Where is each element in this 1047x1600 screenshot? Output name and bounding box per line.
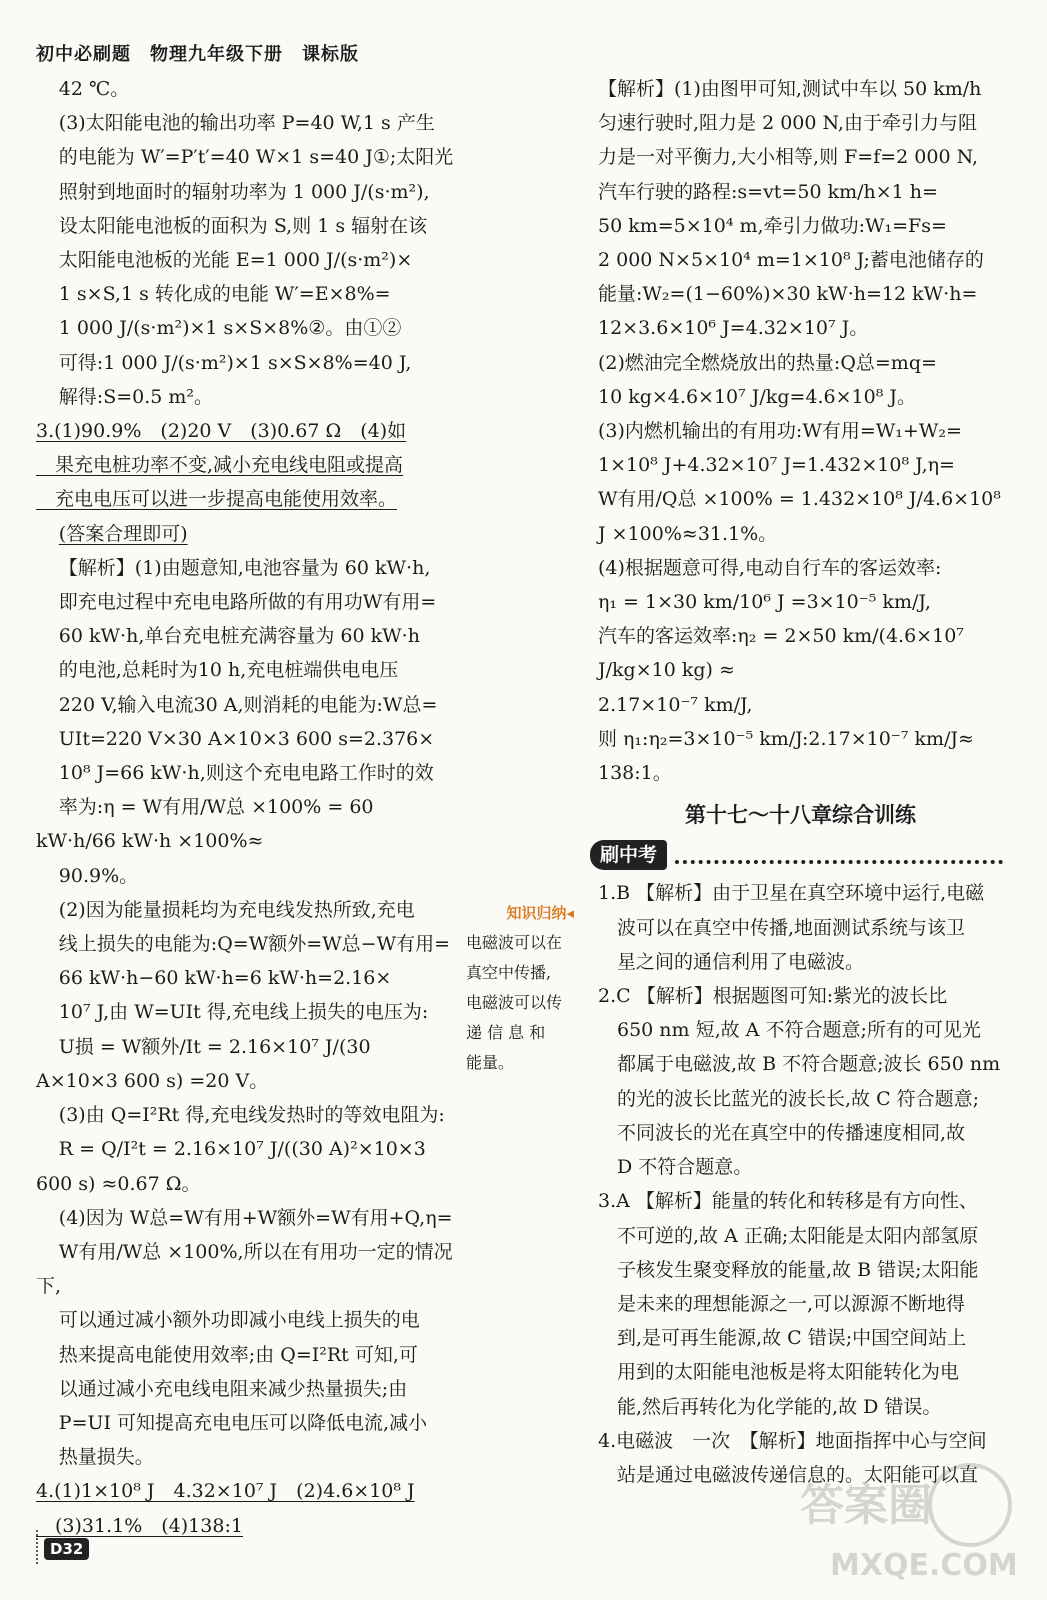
sidenote-label: 知识归纳◂ xyxy=(506,904,574,922)
dotted-rule xyxy=(675,846,1003,864)
sidenote-line: 真空中传播, xyxy=(466,963,552,982)
text-line: 【解析】(1)由图甲可知,测试中车以 50 km/h xyxy=(598,78,982,100)
text-line: 能,然后再转化为化学能的,故 D 错误。 xyxy=(598,1395,942,1418)
text-line: 12×3.6×10⁶ J=4.32×10⁷ J。 xyxy=(598,317,869,340)
text-line: 2.C 【解析】根据题图可知:紫光的波长比 xyxy=(598,985,948,1008)
text-line: 10⁷ J,由 W=UIt 得,充电线上损失的电压为: xyxy=(58,1001,429,1024)
text-line: 都属于电磁波,故 B 不符合题意;波长 650 nm xyxy=(598,1053,1001,1076)
text-line: (3)31.1% (4)138:1 xyxy=(36,1514,243,1537)
sidenote-line: 电磁波可以传 xyxy=(466,993,563,1012)
text-line: (3)由 Q=I²Rt 得,充电线发热时的等效电阻为: xyxy=(58,1104,445,1127)
text-line: 太阳能电池板的光能 E=1 000 J/(s·m²)× xyxy=(58,249,413,272)
text-line: 到,是可再生能源,故 C 错误;中国空间站上 xyxy=(598,1327,967,1350)
svg-text:答案圈: 答案圈 xyxy=(800,1480,932,1531)
left-column xyxy=(36,72,456,1543)
text-line: 充电电压可以进一步提高电能使用效率。 xyxy=(36,488,398,511)
text-line: 4.(1)1×10⁸ J 4.32×10⁷ J (2)4.6×10⁸ J xyxy=(36,1480,415,1503)
page-marker-line xyxy=(36,1530,42,1564)
text-line: 站是通过电磁波传递信息的。太阳能可以直 xyxy=(598,1463,979,1486)
text-line: 匀速行驶时,阻力是 2 000 N,由于牵引力与阻 xyxy=(598,112,977,135)
sidenote-line: 电磁波可以在 xyxy=(466,933,563,952)
text-line: 则 η₁:η₂=3×10⁻⁵ km/J:2.17×10⁻⁷ km/J≈ xyxy=(598,727,974,750)
text-line: 1 s×S,1 s 转化成的电能 W′=E×8%= xyxy=(58,283,391,306)
exam-banner xyxy=(590,840,1003,870)
text-line: 1×10⁸ J+4.32×10⁷ J=1.432×10⁸ J,η= xyxy=(598,454,955,477)
text-line: U损 = W额外/It = 2.16×10⁷ J/(30 A×10×3 600 s) =20 V。 xyxy=(36,1035,377,1092)
answer-block-a xyxy=(598,72,1007,790)
text-line: 10 kg×4.6×10⁷ J/kg=4.6×10⁸ J。 xyxy=(598,385,916,408)
text-line: UIt=220 V×30 A×10×3 600 s=2.376× xyxy=(58,727,435,750)
text-line: 汽车的客运效率:η₂ = 2×50 km/(4.6×10⁷ J/kg×10 kg) ≈ xyxy=(598,625,970,682)
text-line: 力是一对平衡力,大小相等,则 F=f=2 000 N, xyxy=(598,146,979,169)
text-line: 2 000 N×5×10⁴ m=1×10⁸ J;蓄电池储存的 xyxy=(598,249,984,272)
text-line: 60 kW·h,单台充电桩充满容量为 60 kW·h xyxy=(58,625,420,648)
text-line: D 不符合题意。 xyxy=(598,1156,753,1179)
text-line: 波可以在真空中传播,地面测试系统与该卫 xyxy=(598,916,966,939)
text-line: 不可逆的,故 A 正确;太阳能是太阳内部氢原 xyxy=(598,1224,979,1247)
text-line: 不同波长的光在真空中的传播速度相同,故 xyxy=(598,1121,966,1144)
text-line: (4)因为 W总=W有用+W额外=W有用+Q,η= xyxy=(58,1206,453,1229)
text-line: 汽车行驶的路程:s=vt=50 km/h×1 h= xyxy=(598,180,938,203)
text-line: 的光的波长比蓝光的波长长,故 C 符合题意; xyxy=(598,1087,980,1110)
svg-text:MXQE.COM: MXQE.COM xyxy=(830,1548,1018,1583)
text-line: 即充电过程中充电电路所做的有用功W有用= xyxy=(58,591,437,614)
text-line: 90.9%。 xyxy=(58,864,139,887)
text-line: 热量损失。 xyxy=(58,1446,154,1469)
text-line: (3)太阳能电池的输出功率 P=40 W,1 s 产生 xyxy=(58,112,435,135)
text-line: 的电能为 W′=P′t′=40 W×1 s=40 J①;太阳光 xyxy=(58,146,454,169)
text-line: 设太阳能电池板的面积为 S,则 1 s 辐射在该 xyxy=(58,214,428,237)
text-line: (答案合理即可) xyxy=(58,522,188,545)
text-line: 【解析】(1)由题意知,电池容量为 60 kW·h, xyxy=(58,556,431,579)
text-line: 是未来的理想能源之一,可以源源不断地得 xyxy=(598,1292,966,1315)
text-line: 用到的太阳能电池板是将太阳能转化为电 xyxy=(598,1361,960,1384)
text-line: (2)燃油完全燃烧放出的热量:Q总=mq= xyxy=(598,351,937,374)
text-line: W有用/W总 ×100%,所以在有用功一定的情况下, xyxy=(36,1240,453,1298)
text-line: 220 V,输入电流30 A,则消耗的电能为:W总= xyxy=(58,693,438,716)
watermark-logo xyxy=(790,1450,1030,1590)
text-line: 10⁸ J=66 kW·h,则这个充电电路工作时的效 xyxy=(58,762,434,785)
text-line: 线上损失的电能为:Q=W额外=W总−W有用= xyxy=(58,933,451,956)
text-line: 可得:1 000 J/(s·m²)×1 s×S×8%=40 J, xyxy=(58,351,412,374)
text-line: 50 km=5×10⁴ m,牵引力做功:W₁=Fs= xyxy=(598,214,947,237)
text-line: 星之间的通信利用了电磁波。 xyxy=(598,950,865,973)
right-column xyxy=(598,72,1007,1492)
text-line: 138:1。 xyxy=(598,762,672,785)
answer-block-b xyxy=(598,876,1003,1492)
text-line: 的电池,总耗时为10 h,充电桩端供电电压 xyxy=(58,659,399,682)
text-line: 以通过减小充电线电阻来减少热量损失;由 xyxy=(58,1377,408,1400)
text-line: 果充电桩功率不变,减小充电线电阻或提高 xyxy=(36,454,404,477)
sidenote-line: 能量。 xyxy=(466,1053,515,1072)
text-line: (3)内燃机输出的有用功:W有用=W₁+W₂= xyxy=(598,420,962,443)
text-line: 1.B 【解析】由于卫星在真空环境中运行,电磁 xyxy=(598,882,985,905)
text-line: 照射到地面时的辐射功率为 1 000 J/(s·m²), xyxy=(58,180,430,203)
running-header: 初中必刷题 物理九年级下册 课标版 xyxy=(36,44,359,65)
text-line: 3.A 【解析】能量的转化和转移是有方向性、 xyxy=(598,1190,978,1213)
text-line: 650 nm 短,故 A 不符合题意;所有的可见光 xyxy=(598,1019,981,1042)
text-line: 2.17×10⁻⁷ km/J, xyxy=(598,693,753,716)
text-line: 42 ℃。 xyxy=(58,78,130,100)
sidenote-line: 递 信 息 和 xyxy=(466,1023,546,1042)
text-line: (2)因为能量损耗均为充电线发热所致,充电 xyxy=(58,898,415,921)
text-line: 可以通过减小额外功即减小电线上损失的电 xyxy=(58,1309,420,1332)
text-line: 热来提高电能使用效率;由 Q=I²Rt 可知,可 xyxy=(58,1343,418,1366)
text-line: 66 kW·h−60 kW·h=6 kW·h=2.16× xyxy=(58,967,392,990)
text-line: 子核发生聚变释放的能量,故 B 错误;太阳能 xyxy=(598,1258,979,1281)
section-title: 第十七～十八章综合训练 xyxy=(685,803,916,828)
text-line: (4)根据题意可得,电动自行车的客运效率: xyxy=(598,556,942,579)
text-line: η₁ = 1×30 km/10⁶ J =3×10⁻⁵ km/J, xyxy=(598,591,931,614)
text-line: R = Q/I²t = 2.16×10⁷ J/((30 A)²×10×3 600 s) ≈0.67 Ω。 xyxy=(36,1138,432,1195)
text-line: 4.电磁波 一次 【解析】地面指挥中心与空间 xyxy=(598,1429,987,1452)
text-line: 1 000 J/(s·m²)×1 s×S×8%②。由①② xyxy=(58,317,402,340)
text-line: W有用/Q总 ×100% = 1.432×10⁸ J/4.6×10⁸ J ×100%≈31.1%。 xyxy=(598,488,1007,545)
text-line: 3.(1)90.9% (2)20 V (3)0.67 Ω (4)如 xyxy=(36,420,407,443)
text-line: 率为:η = W有用/W总 ×100% = 60 kW·h/66 kW·h ×100%≈ xyxy=(36,796,380,853)
knowledge-sidenote xyxy=(466,898,574,1078)
exam-badge: 刷中考 xyxy=(590,840,667,870)
text-line: P=UI 可知提高充电电压可以降低电流,减小 xyxy=(58,1411,428,1434)
text-line: 能量:W₂=(1−60%)×30 kW·h=12 kW·h= xyxy=(598,283,978,306)
page-number: D32 xyxy=(44,1538,89,1560)
text-line: 解得:S=0.5 m²。 xyxy=(58,385,214,408)
